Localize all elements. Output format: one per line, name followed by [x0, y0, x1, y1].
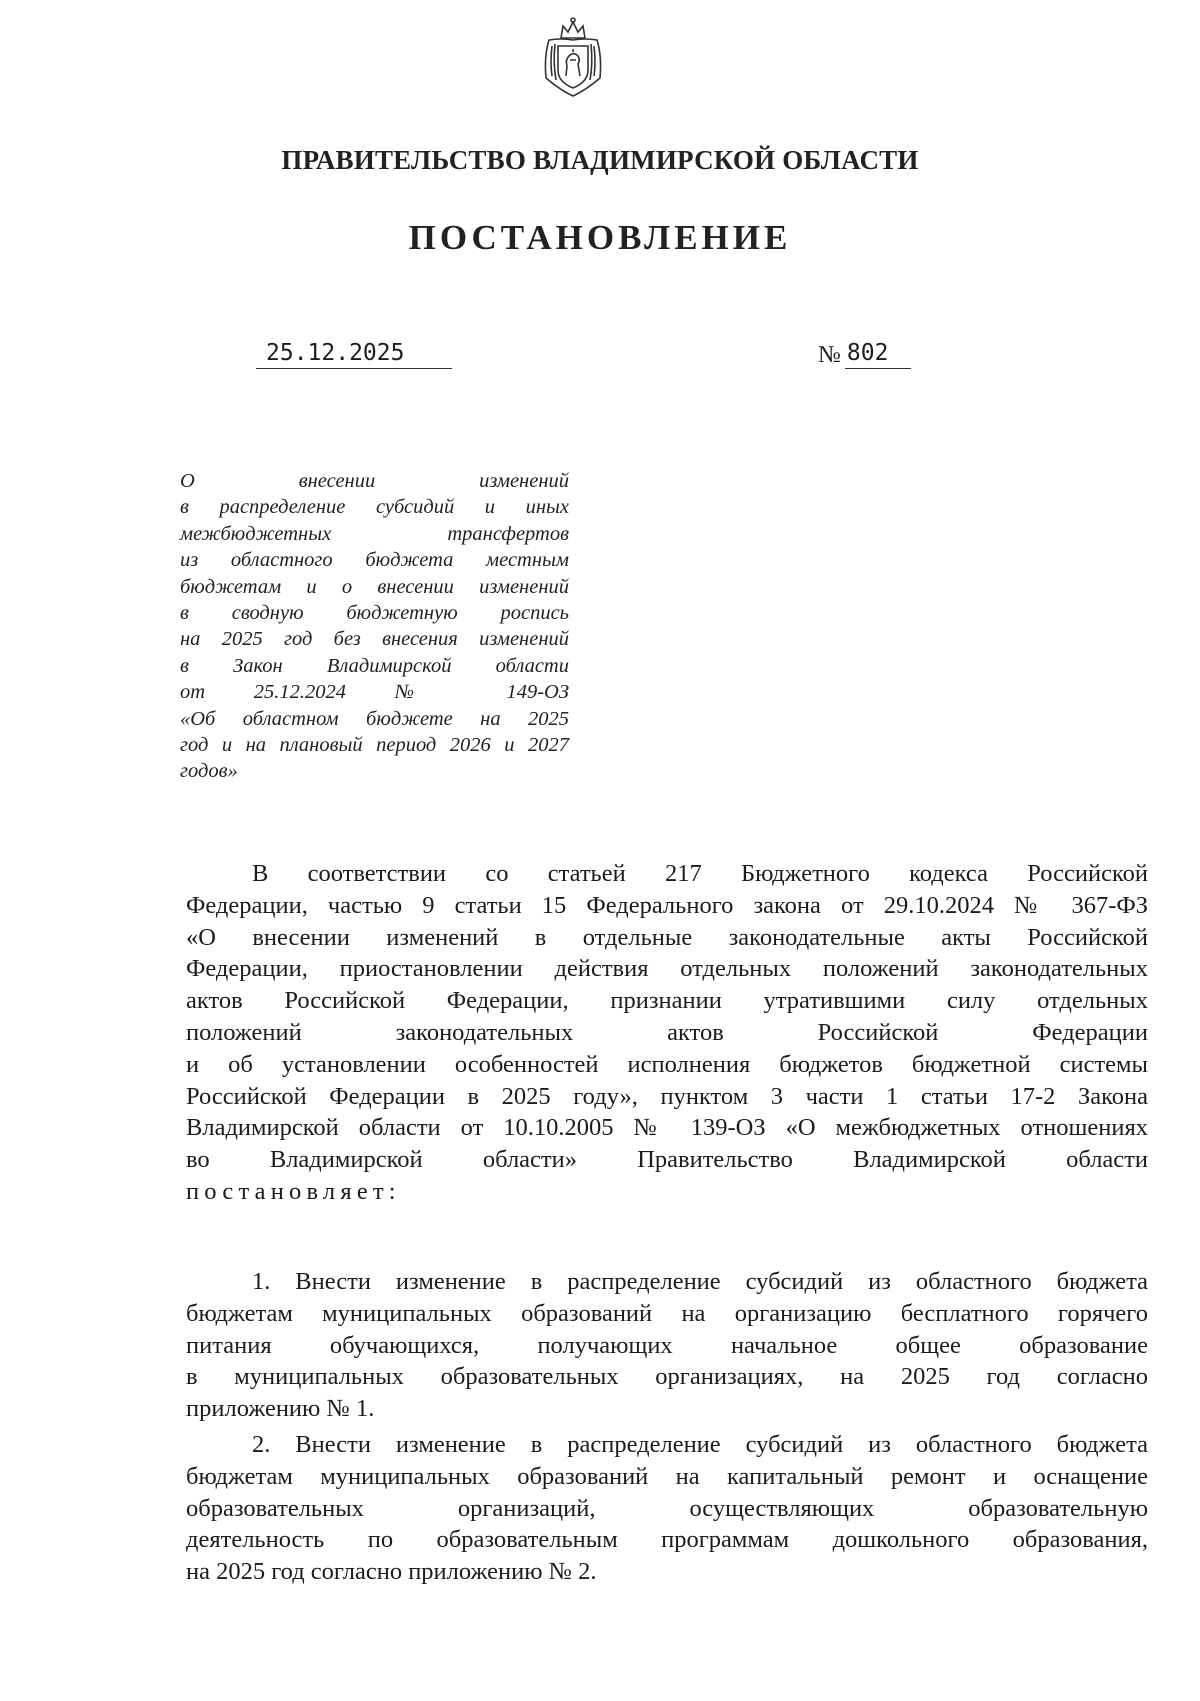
subject-line: из областного бюджета местным [180, 549, 569, 572]
preamble-line: и об установлении особенностей исполнения бюджетов бюджетной системы [186, 1050, 1148, 1078]
organization-title: ПРАВИТЕЛЬСТВО ВЛАДИМИРСКОЙ ОБЛАСТИ [281, 145, 919, 175]
number-sign: № [818, 342, 841, 368]
preamble-line: положений законодательных актов Российской Федерации [186, 1018, 1148, 1046]
preamble-paragraph [186, 858, 1148, 1208]
preamble-line: Федерации, частью 9 статьи 15 Федерального закона от 29.10.2024 № 367-ФЗ [186, 891, 1148, 919]
paragraph-line: 1. Внести изменение в распределение субсидий из областного бюджета [252, 1268, 1148, 1295]
document-subject [180, 468, 569, 785]
document-number: 802 [845, 340, 911, 369]
paragraph-line: 2. Внести изменение в распределение субсидий из областного бюджета [252, 1431, 1148, 1458]
preamble-line: во Владимирской области» Правительство Владимирской области [186, 1146, 1148, 1174]
paragraph-line: на 2025 год согласно приложению № 2. [186, 1558, 597, 1586]
paragraph-1 [186, 1266, 1148, 1425]
preamble-line: Федерации, приостановлении действия отдельных положений законодательных [186, 955, 1148, 983]
preamble-line: «О внесении изменений в отдельные законодательные акты Российской [186, 923, 1148, 951]
subject-line: годов» [180, 760, 238, 783]
resolves-word: постановляет: [186, 1177, 401, 1205]
subject-line: в распределение субсидий и иных [180, 496, 569, 519]
subject-line: на 2025 год без внесения изменений [180, 628, 569, 651]
paragraph-line: бюджетам муниципальных образований на организацию бесплатного горячего [186, 1299, 1148, 1327]
paragraph-2 [186, 1429, 1148, 1588]
preamble-line: Российской Федерации в 2025 году», пунктом 3 части 1 статьи 17-2 Закона [186, 1082, 1148, 1110]
paragraph-line: образовательных организаций, осуществляющих образовательную [186, 1494, 1148, 1522]
subject-line: «Об областном бюджете на 2025 [180, 707, 569, 730]
paragraph-line: питания обучающихся, получающих начальное общее образование [186, 1331, 1148, 1359]
preamble-line: В соответствии со статьей 217 Бюджетного кодекса Российской [252, 860, 1148, 887]
paragraph-line: приложению № 1. [186, 1395, 375, 1423]
preamble-line: Владимирской области от 10.10.2005 № 139-ОЗ «О межбюджетных отношениях [186, 1114, 1148, 1142]
subject-line: О внесении изменений [180, 470, 569, 492]
document-type-heading: ПОСТАНОВЛЕНИЕ [408, 218, 792, 257]
subject-line: от 25.12.2024 № 149-ОЗ [180, 681, 569, 704]
paragraph-line: бюджетам муниципальных образований на капитальный ремонт и оснащение [186, 1462, 1148, 1490]
coat-of-arms-icon [540, 16, 606, 98]
subject-line: в Закон Владимирской области [180, 654, 569, 677]
subject-line: межбюджетных трансфертов [180, 522, 569, 545]
subject-line: бюджетам и о внесении изменений [180, 575, 569, 598]
paragraph-line: деятельность по образовательным программам дошкольного образования, [186, 1526, 1148, 1554]
subject-line: год и на плановый период 2026 и 2027 [180, 734, 569, 757]
paragraph-line: в муниципальных образовательных организациях, на 2025 год согласно [186, 1363, 1148, 1391]
subject-line: в сводную бюджетную роспись [180, 602, 569, 625]
document-number-block [818, 340, 911, 369]
document-date: 25.12.2025 [256, 340, 452, 369]
preamble-line: актов Российской Федерации, признании утратившими силу отдельных [186, 987, 1148, 1015]
